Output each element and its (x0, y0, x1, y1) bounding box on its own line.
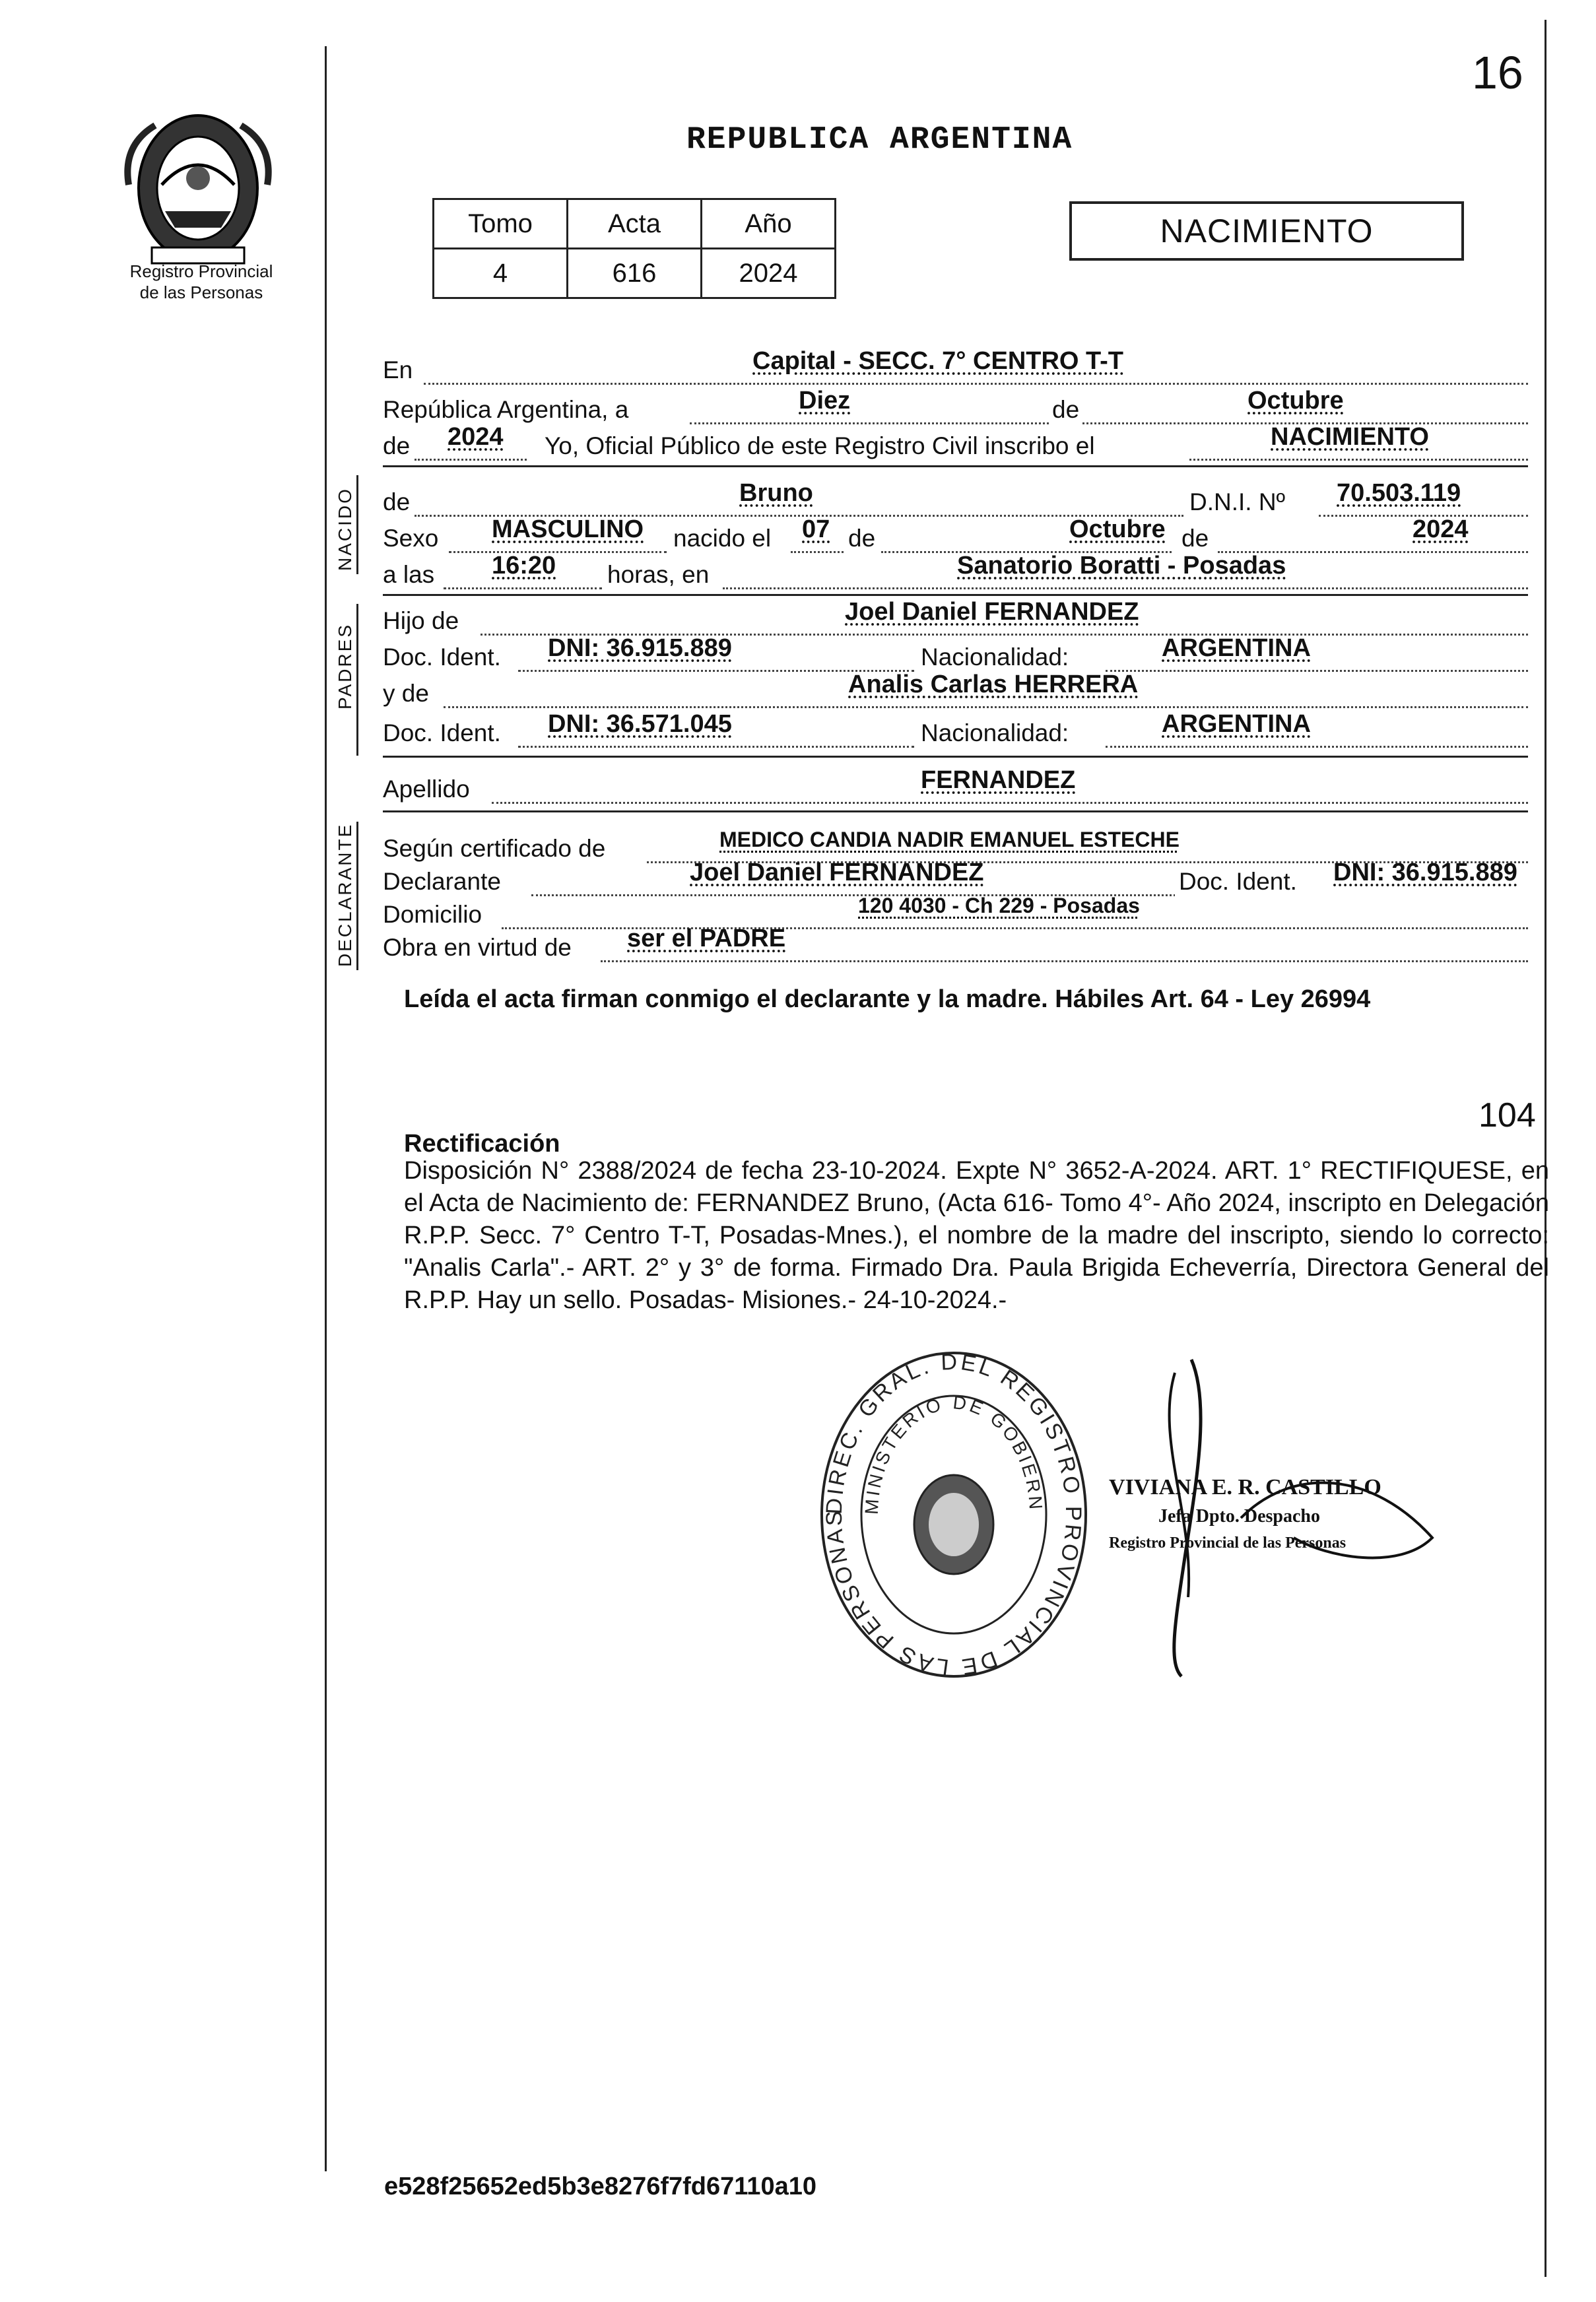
dotted-line (518, 746, 914, 748)
label-dni: D.N.I. Nº (1189, 488, 1286, 515)
label-de2: de (848, 525, 876, 552)
province-seal-icon (116, 106, 281, 271)
dotted-line (1189, 459, 1528, 461)
right-margin-line (1545, 20, 1546, 2277)
value-father-nat: ARGENTINA (1162, 634, 1311, 662)
registry-caption-line1: Registro Provincial (129, 261, 273, 281)
section-rule (383, 465, 1528, 467)
value-certificado: MEDICO CANDIA NADIR EMANUEL ESTECHE (719, 828, 1180, 851)
label-a-las: a las (383, 561, 435, 588)
value-birth-year: 2024 (1413, 515, 1469, 543)
value-father-doc: DNI: 36.915.889 (548, 634, 732, 662)
registry-caption (106, 261, 297, 303)
value-day: Diez (799, 387, 851, 414)
label-domicilio: Domicilio (383, 901, 482, 928)
closing-statement: Leída el acta firman conmigo el declarante y la madre. Hábiles Art. 64 - Ley 26994 (404, 985, 1371, 1013)
label-name-de: de (383, 488, 411, 515)
dotted-line (415, 459, 527, 461)
label-decl-doc: Doc. Ident. (1175, 865, 1301, 899)
table-header: Año (702, 199, 836, 249)
signer-title: Jefa Dpto. Despacho (1158, 1506, 1320, 1527)
label-nacido-el: nacido el (673, 525, 772, 552)
label-horas-en: horas, en (607, 561, 710, 588)
country-title: REPUBLICA ARGENTINA (686, 122, 1073, 158)
value-oficial: NACIMIENTO (1271, 423, 1429, 451)
label-nacionalidad: Nacionalidad: (921, 643, 1069, 671)
value-place-birth: Sanatorio Boratti - Posadas (957, 552, 1286, 579)
label-y-de: y de (383, 680, 429, 707)
dotted-line (424, 383, 1528, 385)
value-birth-day: 07 (802, 515, 830, 543)
record-id-table (432, 198, 836, 299)
dotted-line (1106, 746, 1528, 748)
record-type-box: NACIMIENTO (1069, 201, 1464, 261)
padres-bar (356, 604, 358, 756)
stamp-inner-text: MINISTERIO DE GOBIERN (861, 1392, 1047, 1515)
signer-name: VIVIANA E. R. CASTILLO (1109, 1475, 1381, 1499)
document-hash: e528f25652ed5b3e8276f7fd67110a10 (384, 2173, 816, 2200)
nacido-side-label: NACIDO (335, 487, 355, 571)
label-apellido: Apellido (383, 775, 470, 803)
table-cell: 616 (568, 249, 702, 298)
row-domicilio (383, 894, 1528, 932)
label-sexo: Sexo (383, 525, 439, 552)
table-header: Acta (568, 199, 702, 249)
dotted-line (601, 960, 1528, 962)
official-stamp-icon (812, 1346, 1096, 1683)
row-hour (383, 552, 1528, 592)
value-father: Joel Daniel FERNANDEZ (845, 598, 1139, 626)
dotted-line (1106, 670, 1528, 672)
label-certificado: Según certificado de (383, 835, 606, 862)
value-mother: Analis Carlas HERRERA (848, 671, 1139, 698)
value-dni: 70.503.119 (1337, 479, 1461, 507)
signature (1096, 1320, 1439, 1690)
row-oficial (383, 423, 1528, 463)
section-rule (383, 810, 1528, 812)
stamp-outer-text: DIREC. GRAL. DEL REGISTRO PROVINCIAL DE LAS PERSONAS (821, 1349, 1086, 1680)
value-year: 2024 (448, 423, 504, 451)
declarante-side-label: DECLARANTE (335, 822, 355, 967)
label-republica: República Argentina, a (383, 396, 629, 423)
label-en: En (383, 356, 413, 383)
section-rule (383, 756, 1528, 758)
rectification-number: 104 (1479, 1096, 1536, 1135)
row-mother-doc (383, 710, 1528, 750)
label-hijo-de: Hijo de (383, 607, 459, 634)
table-cell: 2024 (702, 249, 836, 298)
dotted-line (444, 587, 602, 589)
table-cell: 4 (434, 249, 568, 298)
value-obra: ser el PADRE (627, 925, 786, 952)
value-declarante: Joel Daniel FERNANDEZ (690, 859, 984, 886)
row-apellido (383, 766, 1528, 806)
value-hour: 16:20 (492, 552, 556, 579)
label-doc-ident: Doc. Ident. (383, 719, 501, 746)
dotted-line (449, 551, 667, 553)
label-de3: de (1181, 525, 1209, 552)
registry-caption-line2: de las Personas (139, 282, 263, 302)
label-de: de (1049, 393, 1082, 427)
rectification-title: Rectificación (404, 1130, 560, 1158)
nacido-bar (356, 475, 358, 574)
row-place (383, 347, 1528, 387)
value-place: Capital - SECC. 7° CENTRO T-T (752, 347, 1124, 375)
signer-office: Registro Provincial de las Personas (1109, 1534, 1347, 1552)
label-nacionalidad: Nacionalidad: (921, 719, 1069, 746)
dotted-line (492, 802, 1528, 804)
value-decl-doc: DNI: 36.915.889 (1333, 859, 1517, 886)
left-margin-line (325, 46, 327, 2171)
label-doc-ident: Doc. Ident. (383, 643, 501, 671)
declarante-bar (356, 822, 358, 970)
label-declarante: Declarante (383, 868, 501, 895)
page-number: 16 (1472, 47, 1523, 98)
value-birth-month: Octubre (1069, 515, 1166, 543)
value-mother-nat: ARGENTINA (1162, 710, 1311, 738)
padres-side-label: PADRES (335, 622, 355, 709)
rectification-body: Disposición N° 2388/2024 de fecha 23-10-2024. Expte N° 3652-A-2024. ART. 1° RECTIFIQUESE, en el Acta de Nacimiento de: FERNANDEZ Bruno, (Acta 616- Tomo 4°- Año 2024, inscripto en Delegación R.P.P. Secc. 7° Centro T-T, Posadas-Mnes.), el nombre de la madre del inscripto, siendo lo correcto: "Analis Carla".- ART. 2° y 3° de forma. Firmado Dra. Paula Brigida Echeverría, Directora General del R.P.P. Hay un sello. Posadas- Misiones.- 24-10-2024.- (404, 1157, 1549, 1314)
value-domicilio: 120 4030 - Ch 229 - Posadas (858, 894, 1140, 917)
value-apellido: FERNANDEZ (921, 766, 1076, 794)
label-year-de: de (383, 432, 411, 459)
label-oficial: Yo, Oficial Público de este Registro Civil inscribo el (545, 432, 1095, 459)
dotted-line (723, 587, 1528, 589)
table-header: Tomo (434, 199, 568, 249)
value-sexo: MASCULINO (492, 515, 644, 543)
row-mother (383, 671, 1528, 711)
value-name: Bruno (739, 479, 813, 507)
dotted-line (791, 551, 844, 553)
value-mother-doc: DNI: 36.571.045 (548, 710, 732, 738)
value-month: Octubre (1247, 387, 1344, 414)
label-obra: Obra en virtud de (383, 934, 572, 961)
row-obra (383, 925, 1528, 965)
